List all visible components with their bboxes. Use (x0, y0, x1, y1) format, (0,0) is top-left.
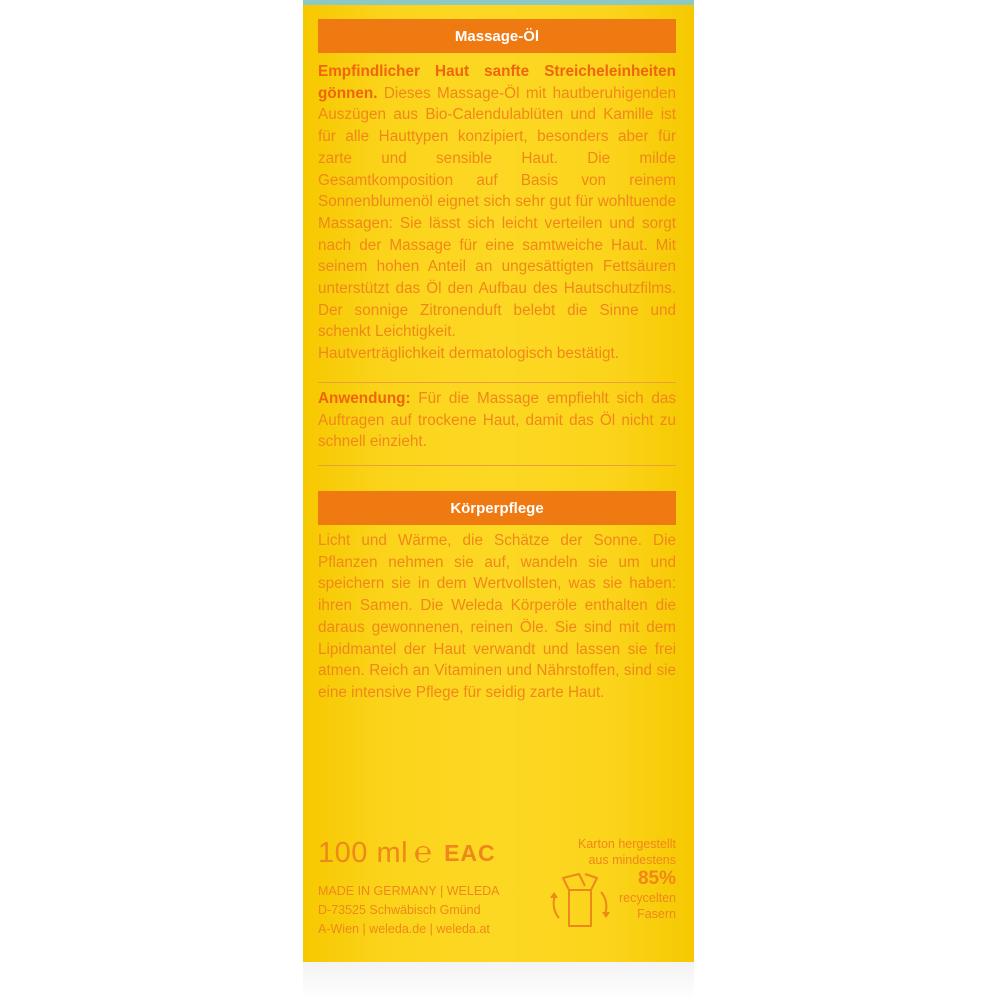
eac-mark-icon: EAC (444, 839, 496, 866)
estimated-sign-icon: ℮ (414, 836, 433, 869)
usage-instructions (318, 388, 676, 453)
usage-label: Anwendung: (318, 390, 411, 407)
divider (318, 382, 676, 383)
massage-oil-header (318, 19, 676, 53)
imprint-line: MADE IN GERMANY | WELEDA (318, 884, 500, 898)
body-care-header (318, 491, 676, 525)
usage-text: Für die Massage empfiehlt sich das Auftragen auf trockene Haut, damit das Öl nicht zu schnell einzieht. (318, 390, 676, 451)
top-edge (303, 0, 694, 5)
recycling-line: Karton hergestellt (578, 837, 676, 851)
dermatological-note: Hautverträglichkeit dermatologisch bestätigt. (318, 345, 619, 363)
body-care-header-label: Körperpflege (450, 499, 544, 517)
recycling-box-icon (545, 866, 615, 936)
body-care-description: Licht und Wärme, die Schätze der Sonne. Die Pflanzen nehmen sie auf, wandeln sie um und speichern sie in dem Wertvollsten, was sie haben: ihren Samen. Die Weleda Körperöle enthalten die daraus gewonnenen, reinen Öle. Sie sind mit dem Lipidmantel der Haut verwandt und lassen sie frei atmen. Reich an Vitaminen und Nährstoffen, sind sie eine intensive Pflege für seidig zarte Haut. (318, 532, 676, 701)
description-headline: Empfindlicher Haut sanfte Streicheleinheiten gönnen. (318, 63, 676, 102)
imprint-line: D-73525 Schwäbisch Gmünd (318, 903, 481, 917)
imprint-line: A-Wien | weleda.de | weleda.at (318, 922, 490, 936)
volume-row (318, 833, 496, 873)
massage-oil-header-label: Massage-Öl (454, 27, 540, 45)
manufacturer-imprint (318, 882, 538, 939)
recycling-line: Fasern (637, 907, 676, 921)
package-bottom-edge (303, 962, 694, 1000)
volume-label: 100 ml (318, 836, 409, 869)
massage-oil-description (318, 61, 676, 365)
recycling-line: recycelten (619, 891, 676, 905)
recycling-line: aus mindestens (588, 853, 676, 867)
divider (318, 465, 676, 466)
recycling-percent: 85% (637, 868, 676, 889)
description-body: Dieses Massage-Öl mit hautberuhigenden Auszügen aus Bio-Calendulablüten und Kamille ist für alle Hauttypen konzipiert, besonders aber für zarte und sensible Haut. Die milde Gesamtkomposition auf Basis von reinem Sonnenblumenöl eignet sich sehr gut für wohltuende Massagen: Sie lässt sich leicht verteilen und sorgt nach der Massage für eine samtweiche Haut. Mit seinem hohen Anteil an ungesättigten Fettsäuren unterstützt das Öl den Aufbau des Hautschutzfilms. Der sonnige Zitronenduft belebt die Sinne und schenkt Leichtigkeit. (318, 84, 676, 341)
